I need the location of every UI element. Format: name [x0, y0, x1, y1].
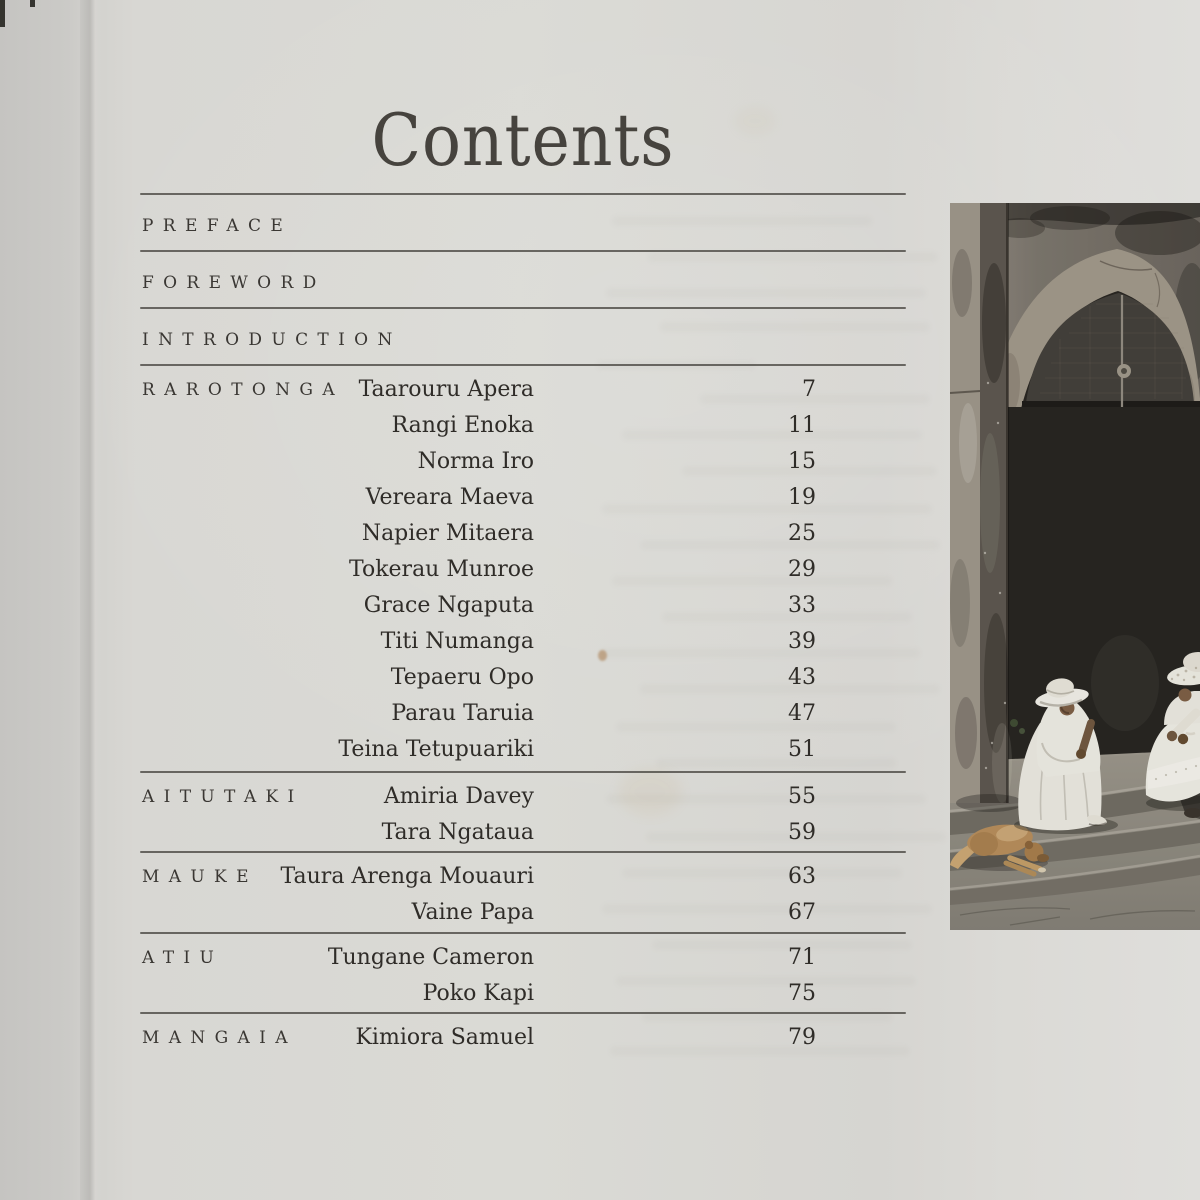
toc-row [140, 815, 906, 851]
toc-entry-name: Vereara Maeva [365, 485, 534, 510]
toc-section-label: RAROTONGA [142, 380, 344, 400]
toc-row [140, 696, 906, 732]
toc-section-label: MANGAIA [142, 1028, 297, 1048]
divider-rule [140, 851, 906, 853]
toc-entry-page: 43 [788, 665, 816, 690]
toc-section-rows [140, 1014, 906, 1056]
toc-row [140, 1020, 906, 1056]
page-title: Contents [371, 98, 675, 182]
toc-row [140, 940, 906, 976]
toc-row [140, 732, 906, 768]
toc-entry-page: 33 [788, 593, 816, 618]
divider-rule [140, 307, 906, 309]
toc-entry-page: 71 [788, 945, 816, 970]
page-edge-mark [30, 0, 35, 7]
toc-section-rows [140, 309, 906, 359]
toc-section-label: INTRODUCTION [142, 330, 402, 350]
toc-section-label: ATIU [142, 948, 224, 968]
toc-entry-name: Taura Arenga Mouauri [280, 864, 534, 889]
toc-row [140, 624, 906, 660]
toc-row [140, 264, 906, 302]
photo-image [950, 203, 1200, 930]
toc-section-aitutaki [140, 771, 906, 851]
toc-row [140, 895, 906, 931]
toc-entry-page: 19 [788, 485, 816, 510]
toc-row [140, 552, 906, 588]
toc-section-rows [140, 195, 906, 245]
toc-entry-name: Titi Numanga [380, 629, 534, 654]
toc-section-label: FOREWORD [142, 273, 326, 293]
toc-entry-name: Taarouru Apera [358, 377, 534, 402]
page-edge-mark [0, 0, 5, 27]
toc-section-rows [140, 934, 906, 1012]
toc-row [140, 516, 906, 552]
toc-entry-name: Amiria Davey [383, 784, 534, 809]
toc-section-preface [140, 193, 906, 245]
toc-row [140, 444, 906, 480]
toc-section-mangaia [140, 1012, 906, 1056]
toc-row [140, 321, 906, 359]
toc-entry-name: Parau Taruia [391, 701, 534, 726]
toc-entry-page: 47 [788, 701, 816, 726]
divider-rule [140, 771, 906, 773]
toc-entry-name: Tungane Cameron [327, 945, 534, 970]
church-doorway-photo [950, 203, 1200, 930]
toc-section-rows [140, 366, 906, 768]
page-gutter-shadow [80, 0, 102, 1200]
toc-section-rows [140, 773, 906, 851]
toc-entry-name: Grace Ngaputa [363, 593, 534, 618]
toc-row [140, 480, 906, 516]
toc-entry-name: Tokerau Munroe [348, 557, 534, 582]
toc-section-foreword [140, 250, 906, 302]
toc-row [140, 976, 906, 1012]
toc-entry-page: 7 [802, 377, 816, 402]
toc-section-label: PREFACE [142, 216, 293, 236]
toc-section-label: AITUTAKI [142, 787, 304, 807]
toc-row [140, 207, 906, 245]
toc-entry-page: 39 [788, 629, 816, 654]
toc-entry-name: Rangi Enoka [391, 413, 534, 438]
divider-rule [140, 1012, 906, 1014]
toc-entry-page: 51 [788, 737, 816, 762]
divider-rule [140, 932, 906, 934]
toc-entry-page: 59 [788, 820, 816, 845]
toc-entry-page: 11 [788, 413, 816, 438]
toc-row [140, 588, 906, 624]
toc-entry-name: Tara Ngataua [381, 820, 534, 845]
toc-entry-page: 29 [788, 557, 816, 582]
toc-entry-name: Norma Iro [417, 449, 534, 474]
toc-entry-name: Teina Tetupuariki [338, 737, 534, 762]
toc-section-rows [140, 853, 906, 931]
toc-row [140, 372, 906, 408]
toc-entry-name: Poko Kapi [422, 981, 534, 1006]
divider-rule [140, 364, 906, 366]
toc-section-atiu [140, 932, 906, 1012]
toc-section-rows [140, 252, 906, 302]
toc-entry-name: Tepaeru Opo [390, 665, 534, 690]
toc-section-rarotonga [140, 364, 906, 768]
toc-entry-page: 79 [788, 1025, 816, 1050]
paper-stain [734, 106, 776, 136]
toc-row [140, 859, 906, 895]
toc-section-introduction [140, 307, 906, 359]
toc-entry-page: 25 [788, 521, 816, 546]
toc-entry-name: Vaine Papa [411, 900, 534, 925]
toc-entry-page: 75 [788, 981, 816, 1006]
toc-entry-page: 67 [788, 900, 816, 925]
toc-row [140, 408, 906, 444]
toc-row [140, 660, 906, 696]
toc-entry-name: Napier Mitaera [361, 521, 534, 546]
divider-rule [140, 193, 906, 195]
toc-section-label: MAUKE [142, 867, 258, 887]
toc-entry-page: 63 [788, 864, 816, 889]
toc-entry-page: 15 [788, 449, 816, 474]
divider-rule [140, 250, 906, 252]
toc-entry-name: Kimiora Samuel [355, 1025, 534, 1050]
toc-row [140, 779, 906, 815]
toc-section-mauke [140, 851, 906, 931]
toc-entry-page: 55 [788, 784, 816, 809]
